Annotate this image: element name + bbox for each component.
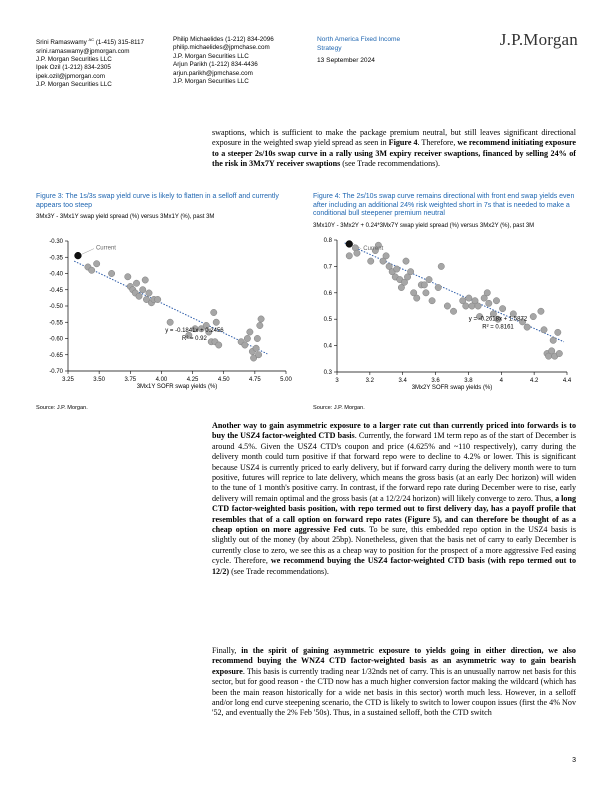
y-tick-label: -0.45 (49, 287, 63, 294)
data-point (463, 303, 469, 309)
data-point (493, 298, 499, 304)
figure-3-subtitle: 3Mx3Y - 3Mx1Y swap yield spread (%) versus 3Mx1Y (%), past 3M (36, 214, 215, 220)
x-tick-label: 3.25 (62, 377, 74, 383)
data-point (555, 329, 561, 335)
x-tick-label: 4.2 (529, 378, 539, 384)
y-tick-label: -0.65 (49, 352, 63, 359)
figure-4-chart (313, 234, 577, 401)
figure-3-title: Figure 3: The 1s/3s swap yield curve is likely to flatten in a selloff and currently appears too steep (36, 193, 279, 209)
data-point (136, 293, 142, 299)
x-tick-label: 5.00 (280, 377, 292, 383)
current-leader-line (81, 249, 94, 255)
data-point (423, 290, 429, 296)
data-point (140, 287, 146, 293)
data-point (530, 313, 536, 319)
author-line: Arjun Parikh (1-212) 834-4436 (173, 61, 258, 69)
data-point (499, 305, 505, 311)
x-tick-label: 4.50 (217, 377, 230, 383)
trendline (345, 243, 564, 342)
page-number: 3 (572, 757, 576, 764)
data-point (108, 270, 114, 276)
data-point (484, 290, 490, 296)
current-point (346, 241, 353, 248)
figure-3-source: Source: J.P. Morgan. (36, 405, 88, 411)
data-point (154, 296, 160, 302)
y-tick-label: -0.40 (49, 271, 63, 278)
y-tick-label: -0.55 (49, 320, 63, 327)
x-tick-label: 3.50 (93, 377, 105, 383)
figure-3-chart (36, 231, 298, 401)
data-point (407, 268, 413, 274)
author-firm: J.P. Morgan Securities LLC (173, 52, 249, 60)
current-point (75, 252, 82, 259)
y-tick-label: 0.7 (323, 264, 332, 271)
y-tick-label: 0.6 (323, 290, 332, 297)
paragraph-3: Finally, in the spirit of gaining asymmetric exposure to yields going in either direction, we also recommend buying the WNZ4 CTD factor-weighted basis as an asymmetric way to gain bearish exposure. This basis is currently trading near 1/32nds net of carry. This is an unusually narrow net basis for this sector, but for good reason - the CTD now has a much higher conversion factor making the wildcard (which has been the main reason historically for a wide net basis in this sector) worth much less. However, in a selloff and/or long end curve steepening scenario, the CTD is likely to switch to lower coupon issues (first the 4% Nov '52, and eventually the 2% Feb '50s). Thus, in a sustained selloff, both the CTD switch (212, 646, 576, 718)
report-info (317, 36, 400, 66)
author-block-1 (36, 36, 144, 90)
data-point (346, 253, 352, 259)
data-point (394, 266, 400, 272)
figure-4-subtitle: 3Mx10Y - 3Mx2Y + 0.24*3Mx7Y swap yield spread (%) versus 3Mx2Y (%), past 3M (313, 223, 535, 229)
data-point (450, 308, 456, 314)
x-tick-label: 3.8 (464, 378, 473, 384)
author-firm: J.P. Morgan Securities LLC (36, 55, 112, 63)
x-tick-label: 3.6 (431, 378, 440, 384)
data-point (253, 345, 259, 351)
report-date: 13 September 2024 (317, 57, 375, 65)
data-point (142, 277, 148, 283)
y-tick-label: 0.4 (323, 343, 332, 350)
x-tick-label: 4.25 (186, 377, 199, 383)
data-point (475, 303, 481, 309)
x-tick-label: 4.4 (562, 378, 572, 384)
author-email[interactable]: philip.michaelides@jpmchase.com (173, 44, 270, 52)
x-tick-label: 3.2 (365, 378, 375, 384)
data-point (354, 250, 360, 256)
data-point (414, 295, 420, 301)
data-point (167, 319, 173, 325)
author-firm: J.P. Morgan Securities LLC (173, 78, 249, 86)
y-tick-label: -0.60 (49, 336, 63, 343)
data-point (213, 319, 219, 325)
data-point (216, 342, 222, 348)
data-point (242, 342, 248, 348)
trendline-equation: y = -0.1841x + 0.2456 (165, 328, 224, 334)
data-point (429, 298, 435, 304)
report-series-2: Strategy (317, 44, 342, 52)
author-firm: J.P. Morgan Securities LLC (36, 81, 112, 89)
author-email[interactable]: arjun.parikh@jpmchase.com (173, 69, 253, 77)
data-point (88, 267, 94, 273)
data-point (435, 284, 441, 290)
data-point (426, 276, 432, 282)
data-point (133, 280, 139, 286)
r-squared: R² = 0.8161 (482, 324, 514, 331)
data-point (421, 282, 427, 288)
current-label: Current (363, 245, 384, 252)
paragraph-1: swaptions, which is sufficient to make the package premium neutral, but still leaves significant directional exposure in the weighted swap yield spread as seen in Figure 4. Therefore, we recommend initiating exposure to a steeper 2s/10s swap curve in a rally using 3M expiry receiver swaptions, financed by selling 24% of the risk in 3Mx7Y receiver swaptions (see Trade recommendations). (212, 128, 577, 169)
author-email[interactable]: srini.ramaswamy@jpmorgan.com (36, 47, 130, 55)
y-tick-label: 0.5 (323, 317, 332, 324)
r-squared: R² = 0.92 (182, 336, 207, 342)
x-tick-label: 3 (335, 378, 339, 384)
figure-4-title: Figure 4: The 2s/10s swap curve remains directional with front end swap yields even after including an additional 24% risk weighted short in 7s that is needed to make a conditional bull steepener premium neutral (313, 193, 575, 218)
x-tick-label: 3.75 (124, 377, 137, 383)
data-point (93, 261, 99, 267)
y-tick-label: -0.35 (49, 255, 63, 262)
x-tick-label: 4.00 (155, 377, 168, 383)
trendline-equation: y = -0.2618x + 1.5872 (468, 316, 528, 323)
author-line: Philip Michaelides (1-212) 834-2096 (173, 36, 274, 43)
data-point (383, 253, 389, 259)
author-line: Srini Ramaswamy $^{AC}$ (1-415) 315-8117 (36, 37, 145, 47)
data-point (444, 303, 450, 309)
x-axis-label: 3Mx1Y SOFR swap yields (%) (136, 384, 218, 390)
author-block-2 (173, 36, 274, 86)
data-point (146, 290, 152, 296)
x-tick-label: 4.75 (249, 377, 261, 383)
data-point (368, 258, 374, 264)
data-point (257, 322, 263, 328)
data-point (247, 329, 253, 335)
data-point (438, 263, 444, 269)
paragraph-2: Another way to gain asymmetric exposure to a larger rate cut than currently priced into forwards is to buy the USZ4 factor-weighted CTD basis. Currently, the forward 1M term repo as of the start of December is around 4.5%. Given the USZ4 CTD's coupon and price (4.625% and ~110 respectively), carry during the delivery month could turn positive if that forward repo were to decline to 4.2% or lower. This is significant because USZ4 is currently priced to early delivery, but if forward carry during the delivery month were to turn positive, futures will reprice to late delivery, which means the gross basis (at an early Dec horizon) will widen to the tune of 1 month's positive carry. In contrast, if the forward repo rate during December were to rise, early delivery will remain optimal and the gross basis (at a 12/2/24 horizon) will likely converge to zero. Thus, a long CTD factor-weighted basis position, with repo termed out to first delivery day, has a payoff profile that resembles that of a call option on forward repo rates (Figure 5), and can therefore be thought of as a cheap option on more aggressive Fed cuts. To be sure, this embedded repo option in the USZ4 basis is slightly out of the money (by about 25bp). Nonetheless, given that the basis net of carry to early December is currently close to zero, we see this as a cheap way to position for the prospect of a more aggressive Fed easing cycle. Therefore, we recommend buying the USZ4 factor-weighted CTD basis (with repo termed out to 12/2) (see Trade recommendations). (212, 421, 577, 576)
data-point (403, 258, 409, 264)
y-tick-label: 0.3 (323, 370, 332, 376)
data-point (258, 316, 264, 322)
data-point (538, 308, 544, 314)
author-line: Ipek Ozil (1-212) 834-2305 (36, 64, 111, 72)
data-point (486, 300, 492, 306)
x-tick-label: 3.4 (398, 378, 407, 384)
data-point (254, 335, 260, 341)
data-point (541, 327, 547, 333)
data-point (211, 309, 217, 315)
y-tick-label: 0.8 (323, 238, 332, 244)
data-point (550, 337, 556, 343)
current-label: Current (95, 245, 116, 252)
jpmorgan-logo: J.P.Morgan (499, 30, 578, 49)
x-tick-label: 4 (499, 378, 503, 384)
y-tick-label: -0.50 (49, 304, 63, 310)
data-point (466, 295, 472, 301)
data-point (125, 274, 131, 280)
report-series: North America Fixed Income (317, 36, 401, 43)
author-email[interactable]: ipek.ozil@jpmorgan.com (36, 72, 106, 80)
data-point (244, 335, 250, 341)
data-point (556, 350, 562, 356)
figure-4-source: Source: J.P. Morgan. (313, 405, 365, 411)
x-axis-label: 3Mx2Y SOFR swap yields (%) (411, 385, 493, 391)
data-point (255, 352, 261, 358)
y-tick-label: -0.30 (49, 239, 63, 245)
y-tick-label: -0.70 (49, 369, 63, 375)
data-point (524, 324, 530, 330)
